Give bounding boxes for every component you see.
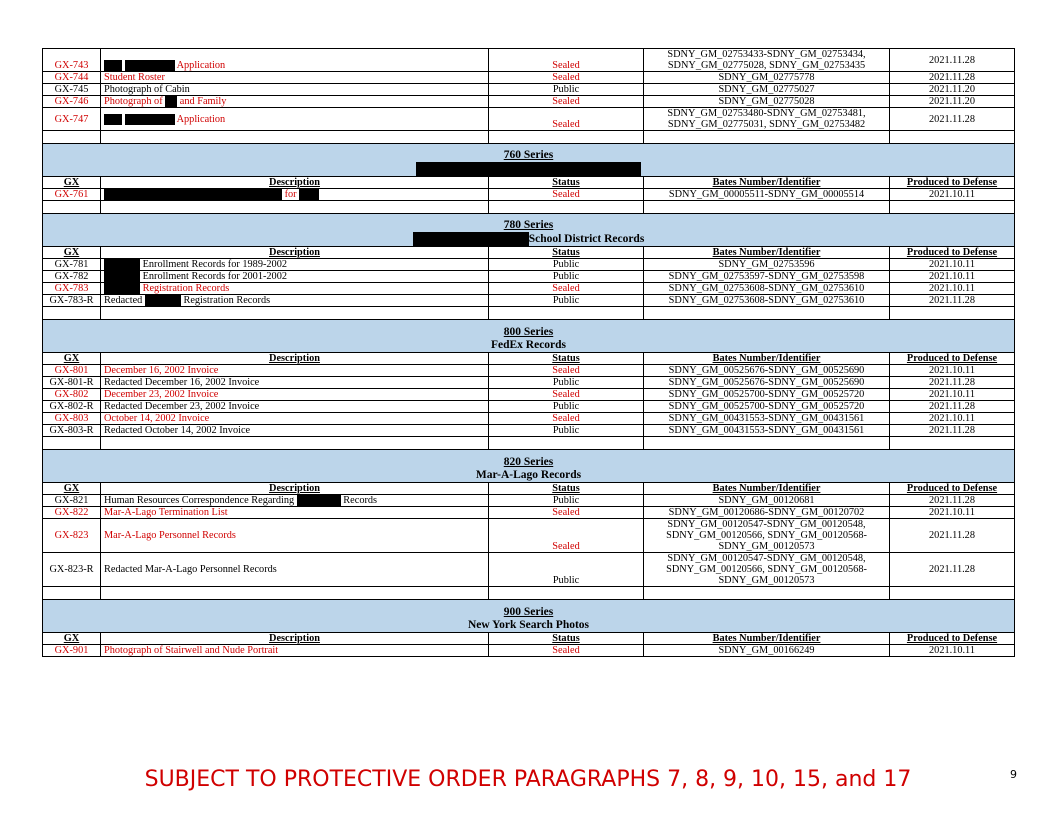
description-cell: Mar-A-Lago Personnel Records xyxy=(101,519,489,553)
status-cell: Public xyxy=(489,259,644,271)
col-header-bates: Bates Number/Identifier xyxy=(644,177,890,189)
col-header-gx: GX xyxy=(43,633,101,645)
gx-cell: GX-802-R xyxy=(43,401,101,413)
produced-cell: 2021.11.28 xyxy=(890,295,1015,307)
series-header-800 xyxy=(43,320,1015,353)
col-header-status: Status xyxy=(489,483,644,495)
col-header-description: Description xyxy=(101,483,489,495)
bates-cell: SDNY_GM_02753433-SDNY_GM_02753434, SDNY_GM_02775028, SDNY_GM_02753435 xyxy=(644,49,890,72)
table-row xyxy=(43,295,1015,307)
table-row xyxy=(43,259,1015,271)
blank-row xyxy=(43,307,1015,320)
bates-cell: SDNY_GM_00525700-SDNY_GM_00525720 xyxy=(644,389,890,401)
series-subtitle: Mar-A-Lago Records xyxy=(475,469,582,481)
status-cell: Sealed xyxy=(489,283,644,295)
status-cell: Sealed xyxy=(489,189,644,201)
status-cell: Public xyxy=(489,271,644,283)
series-header-900 xyxy=(43,600,1015,633)
produced-cell: 2021.10.11 xyxy=(890,365,1015,377)
col-header-gx: GX xyxy=(43,247,101,259)
description-cell: Photograph of Cabin xyxy=(101,84,489,96)
column-headers xyxy=(43,633,1015,645)
status-cell: Sealed xyxy=(489,645,644,657)
blank-row xyxy=(43,437,1015,450)
status-cell: Sealed xyxy=(489,507,644,519)
status-cell: Sealed xyxy=(489,365,644,377)
description-cell: Redacted December 16, 2002 Invoice xyxy=(101,377,489,389)
col-header-description: Description xyxy=(101,633,489,645)
description-cell: Student Roster xyxy=(101,72,489,84)
bates-cell: SDNY_GM_00431553-SDNY_GM_00431561 xyxy=(644,413,890,425)
produced-cell: 2021.11.28 xyxy=(890,495,1015,507)
col-header-produced: Produced to Defense xyxy=(890,247,1015,259)
column-headers xyxy=(43,483,1015,495)
description-cell: Redacted Registration Records xyxy=(101,295,489,307)
bates-cell: SDNY_GM_00525676-SDNY_GM_00525690 xyxy=(644,377,890,389)
exhibit-list-page xyxy=(42,48,1014,657)
bates-cell: SDNY_GM_00120686-SDNY_GM_00120702 xyxy=(644,507,890,519)
status-cell: Public xyxy=(489,84,644,96)
status-cell: Sealed xyxy=(489,519,644,553)
description-cell: Redacted Mar-A-Lago Personnel Records xyxy=(101,553,489,587)
table-row xyxy=(43,49,1015,72)
produced-cell: 2021.10.11 xyxy=(890,283,1015,295)
description-cell: Enrollment Records for 1989-2002 xyxy=(101,259,489,271)
table-row xyxy=(43,425,1015,437)
bates-cell: SDNY_GM_02775028 xyxy=(644,96,890,108)
description-cell: Redacted October 14, 2002 Invoice xyxy=(101,425,489,437)
bates-cell: SDNY_GM_00120681 xyxy=(644,495,890,507)
produced-cell: 2021.11.28 xyxy=(890,108,1015,131)
gx-cell: GX-802 xyxy=(43,389,101,401)
produced-cell: 2021.10.11 xyxy=(890,389,1015,401)
col-header-bates: Bates Number/Identifier xyxy=(644,353,890,365)
table-row xyxy=(43,377,1015,389)
table-row xyxy=(43,645,1015,657)
series-title: 800 Series xyxy=(503,326,554,338)
table-row xyxy=(43,72,1015,84)
col-header-bates: Bates Number/Identifier xyxy=(644,247,890,259)
description-cell: for xyxy=(101,189,489,201)
produced-cell: 2021.10.11 xyxy=(890,259,1015,271)
description-cell: Redacted December 23, 2002 Invoice xyxy=(101,401,489,413)
produced-cell: 2021.11.28 xyxy=(890,425,1015,437)
description-cell: Application xyxy=(101,108,489,131)
col-header-description: Description xyxy=(101,177,489,189)
bates-cell: SDNY_GM_00166249 xyxy=(644,645,890,657)
produced-cell: 2021.11.28 xyxy=(890,49,1015,72)
series-title: 900 Series xyxy=(503,606,554,618)
table-row xyxy=(43,189,1015,201)
description-cell: Human Resources Correspondence Regarding Records xyxy=(101,495,489,507)
produced-cell: 2021.10.11 xyxy=(890,507,1015,519)
bates-cell: SDNY_GM_02753480-SDNY_GM_02753481, SDNY_GM_02775031, SDNY_GM_02753482 xyxy=(644,108,890,131)
description-cell: Photograph of Stairwell and Nude Portrait xyxy=(101,645,489,657)
table-row xyxy=(43,495,1015,507)
col-header-status: Status xyxy=(489,633,644,645)
col-header-bates: Bates Number/Identifier xyxy=(644,483,890,495)
produced-cell: 2021.11.28 xyxy=(890,72,1015,84)
bates-cell: SDNY_GM_02775778 xyxy=(644,72,890,84)
produced-cell: 2021.11.28 xyxy=(890,553,1015,587)
gx-cell: GX-743 xyxy=(43,49,101,72)
series-subtitle: School District Records xyxy=(528,233,645,245)
produced-cell: 2021.11.20 xyxy=(890,84,1015,96)
page-number: 9 xyxy=(1010,768,1017,781)
protective-order-footer: SUBJECT TO PROTECTIVE ORDER PARAGRAPHS 7, 8, 9, 10, 15, and 17 xyxy=(144,767,912,792)
gx-cell: GX-901 xyxy=(43,645,101,657)
column-headers xyxy=(43,247,1015,259)
col-header-produced: Produced to Defense xyxy=(890,483,1015,495)
produced-cell: 2021.10.11 xyxy=(890,189,1015,201)
gx-cell: GX-745 xyxy=(43,84,101,96)
series-title: 760 Series xyxy=(503,149,554,161)
bates-cell: SDNY_GM_00525676-SDNY_GM_00525690 xyxy=(644,365,890,377)
status-cell: Public xyxy=(489,295,644,307)
blank-row xyxy=(43,201,1015,214)
status-cell: Sealed xyxy=(489,49,644,72)
col-header-status: Status xyxy=(489,247,644,259)
table-row xyxy=(43,401,1015,413)
description-cell: December 23, 2002 Invoice xyxy=(101,389,489,401)
table-row xyxy=(43,271,1015,283)
series-subtitle: FedEx Records xyxy=(490,339,567,351)
status-cell: Public xyxy=(489,401,644,413)
blank-row xyxy=(43,131,1015,144)
description-cell: Registration Records xyxy=(101,283,489,295)
produced-cell: 2021.11.28 xyxy=(890,519,1015,553)
col-header-gx: GX xyxy=(43,353,101,365)
table-row xyxy=(43,413,1015,425)
bates-cell: SDNY_GM_02753608-SDNY_GM_02753610 xyxy=(644,295,890,307)
status-cell: Sealed xyxy=(489,108,644,131)
col-header-produced: Produced to Defense xyxy=(890,353,1015,365)
column-headers xyxy=(43,177,1015,189)
gx-cell: GX-782 xyxy=(43,271,101,283)
status-cell: Public xyxy=(489,553,644,587)
produced-cell: 2021.11.28 xyxy=(890,377,1015,389)
series-header-780 xyxy=(43,214,1015,247)
status-cell: Public xyxy=(489,495,644,507)
gx-cell: GX-803-R xyxy=(43,425,101,437)
exhibit-table xyxy=(42,48,1015,657)
table-row xyxy=(43,553,1015,587)
table-row xyxy=(43,507,1015,519)
col-header-bates: Bates Number/Identifier xyxy=(644,633,890,645)
gx-cell: GX-783-R xyxy=(43,295,101,307)
bates-cell: SDNY_GM_00525700-SDNY_GM_00525720 xyxy=(644,401,890,413)
col-header-status: Status xyxy=(489,353,644,365)
gx-cell: GX-801-R xyxy=(43,377,101,389)
col-header-produced: Produced to Defense xyxy=(890,633,1015,645)
table-row xyxy=(43,108,1015,131)
blank-row xyxy=(43,587,1015,600)
description-cell: Enrollment Records for 2001-2002 xyxy=(101,271,489,283)
description-cell: October 14, 2002 Invoice xyxy=(101,413,489,425)
description-cell: December 16, 2002 Invoice xyxy=(101,365,489,377)
bates-cell: SDNY_GM_00120547-SDNY_GM_00120548, SDNY_GM_00120566, SDNY_GM_00120568- SDNY_GM_00120573 xyxy=(644,519,890,553)
series-title: 780 Series xyxy=(503,219,554,231)
gx-cell: GX-821 xyxy=(43,495,101,507)
gx-cell: GX-801 xyxy=(43,365,101,377)
produced-cell: 2021.10.11 xyxy=(890,413,1015,425)
produced-cell: 2021.11.20 xyxy=(890,96,1015,108)
series-subtitle: New York Search Photos xyxy=(467,619,590,631)
gx-cell: GX-761 xyxy=(43,189,101,201)
description-cell: Mar-A-Lago Termination List xyxy=(101,507,489,519)
gx-cell: GX-823-R xyxy=(43,553,101,587)
table-row xyxy=(43,84,1015,96)
col-header-status: Status xyxy=(489,177,644,189)
gx-cell: GX-822 xyxy=(43,507,101,519)
col-header-gx: GX xyxy=(43,177,101,189)
status-cell: Sealed xyxy=(489,72,644,84)
bates-cell: SDNY_GM_00431553-SDNY_GM_00431561 xyxy=(644,425,890,437)
col-header-description: Description xyxy=(101,353,489,365)
bates-cell: SDNY_GM_00005511-SDNY_GM_00005514 xyxy=(644,189,890,201)
col-header-description: Description xyxy=(101,247,489,259)
bates-cell: SDNY_GM_02753597-SDNY_GM_02753598 xyxy=(644,271,890,283)
bates-cell: SDNY_GM_00120547-SDNY_GM_00120548, SDNY_GM_00120566, SDNY_GM_00120568- SDNY_GM_00120573 xyxy=(644,553,890,587)
col-header-gx: GX xyxy=(43,483,101,495)
table-row xyxy=(43,283,1015,295)
description-cell: Photograph of and Family xyxy=(101,96,489,108)
status-cell: Public xyxy=(489,377,644,389)
produced-cell: 2021.11.28 xyxy=(890,401,1015,413)
column-headers xyxy=(43,353,1015,365)
series-title: 820 Series xyxy=(503,456,554,468)
status-cell: Public xyxy=(489,425,644,437)
table-row xyxy=(43,96,1015,108)
col-header-produced: Produced to Defense xyxy=(890,177,1015,189)
table-row xyxy=(43,519,1015,553)
status-cell: Sealed xyxy=(489,389,644,401)
status-cell: Sealed xyxy=(489,96,644,108)
table-row xyxy=(43,389,1015,401)
gx-cell: GX-823 xyxy=(43,519,101,553)
produced-cell: 2021.10.11 xyxy=(890,271,1015,283)
produced-cell: 2021.10.11 xyxy=(890,645,1015,657)
status-cell: Sealed xyxy=(489,413,644,425)
gx-cell: GX-747 xyxy=(43,108,101,131)
bates-cell: SDNY_GM_02753608-SDNY_GM_02753610 xyxy=(644,283,890,295)
bates-cell: SDNY_GM_02775027 xyxy=(644,84,890,96)
gx-cell: GX-783 xyxy=(43,283,101,295)
gx-cell: GX-781 xyxy=(43,259,101,271)
series-header-820 xyxy=(43,450,1015,483)
description-cell: Application xyxy=(101,49,489,72)
gx-cell: GX-744 xyxy=(43,72,101,84)
table-row xyxy=(43,365,1015,377)
gx-cell: GX-803 xyxy=(43,413,101,425)
series-header-760 xyxy=(43,144,1015,177)
gx-cell: GX-746 xyxy=(43,96,101,108)
bates-cell: SDNY_GM_02753596 xyxy=(644,259,890,271)
